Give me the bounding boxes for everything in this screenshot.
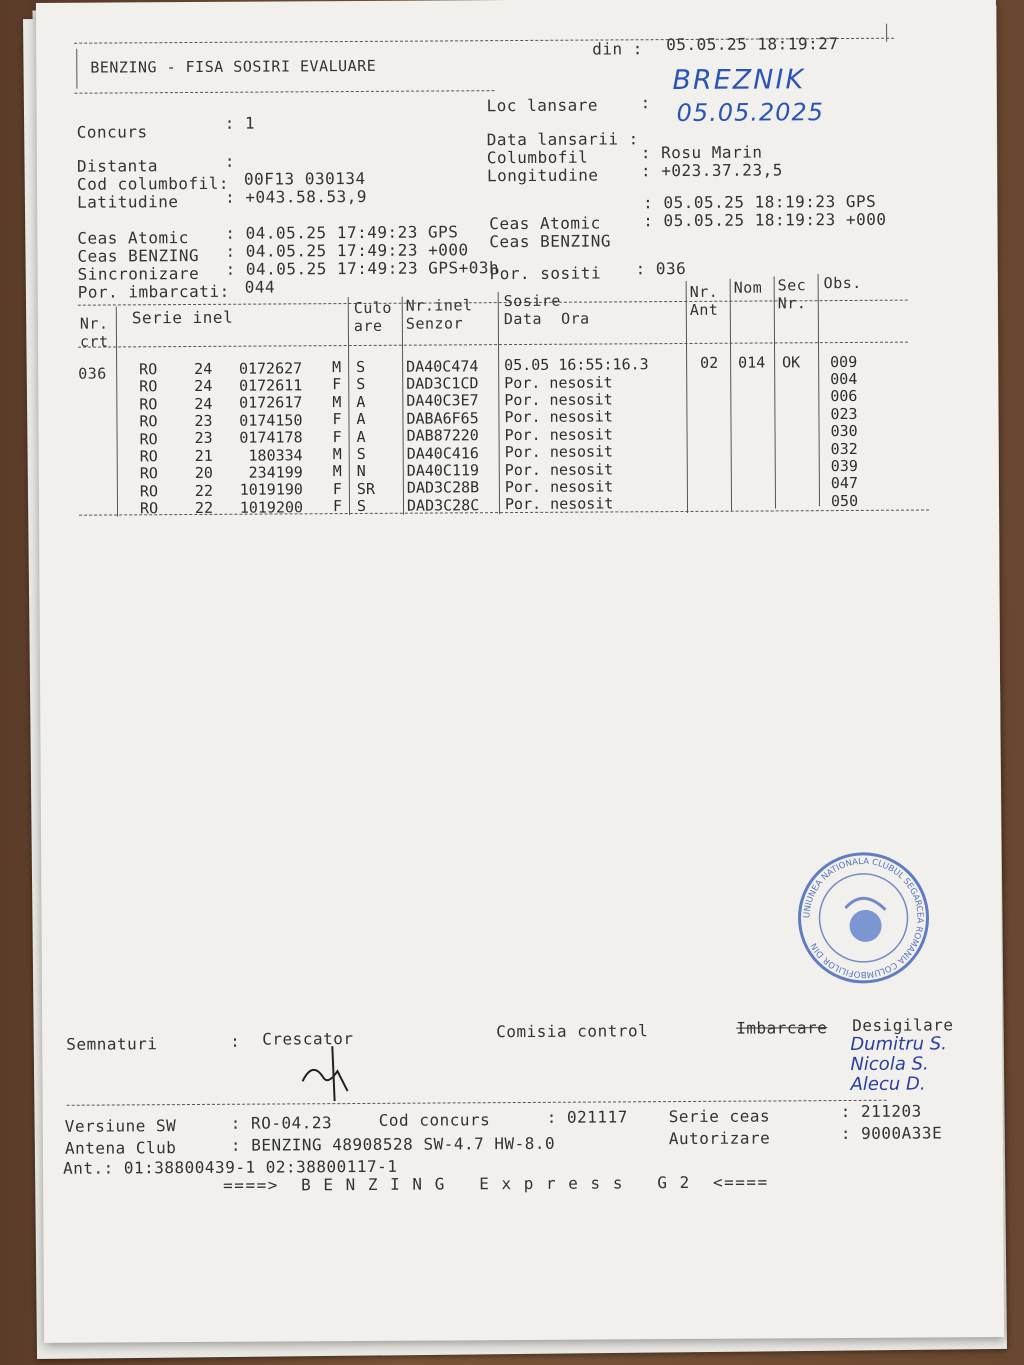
ceas-atomic-right-value: : 05.05.25 18:19:23 GPS — [643, 191, 877, 213]
table-header-rule — [78, 342, 908, 348]
cell-an: 24 — [194, 359, 213, 378]
sincronizare-label: Sincronizare — [77, 263, 200, 284]
cell-obs: 050 — [830, 491, 859, 510]
header-right-rule — [886, 24, 887, 42]
cell-sosire: Por. nesosit — [504, 442, 614, 462]
cell-cul: A — [356, 427, 366, 446]
cell-cul: S — [356, 357, 366, 376]
cell-cul: S — [356, 444, 366, 463]
handwritten-location: BREZNIK — [672, 64, 806, 97]
cell-obs: 032 — [830, 439, 858, 458]
loc-lansare-sep: : — [640, 93, 651, 113]
cell-sex: M — [332, 445, 342, 464]
cell-nr: 0174178 — [239, 428, 303, 447]
serie-ceas-label: Serie ceas — [668, 1106, 771, 1127]
semnaturi-label: Semnaturi — [66, 1034, 158, 1054]
cell-cul: A — [356, 410, 366, 429]
cell-nr: 180334 — [248, 445, 303, 465]
header-bottom-rule — [74, 90, 494, 94]
cell-nr: 1019200 — [239, 498, 304, 517]
ceas-benzing-left-value: : 04.05.25 17:49:23 +000 — [225, 240, 469, 261]
versiune-value: : RO-04.23 — [230, 1113, 333, 1133]
ceas-atomic-right-label: Ceas Atomic — [489, 213, 601, 234]
signature-line-1: Dumitru S. — [850, 1033, 947, 1055]
cell-senzor: DA40C416 — [406, 443, 479, 463]
cell-sosire: Por. nesosit — [504, 407, 613, 427]
cell-senzor: DA40C474 — [406, 356, 479, 376]
signature-line-3: Alecu D. — [850, 1073, 926, 1095]
cell-sex: M — [332, 392, 342, 411]
cell-sex: F — [332, 375, 342, 394]
serie-ceas-value: : 211203 — [840, 1101, 922, 1122]
ceas-benzing-right-value: : 05.05.25 18:19:23 +000 — [643, 209, 887, 231]
cell-obs: 023 — [830, 404, 858, 423]
cell-an: 23 — [194, 429, 213, 448]
header-nom: Nom — [733, 278, 763, 297]
cell-obs: 030 — [830, 422, 858, 441]
cell-obs: 006 — [830, 387, 858, 406]
cell-tara: RO — [139, 464, 158, 483]
columbofil-label: Columbofil — [486, 147, 589, 168]
loc-lansare-label: Loc lansare — [486, 95, 599, 116]
concurs-label: Concurs — [76, 122, 148, 142]
antenna-line: Ant.: 01:38800439-1 02:38800117-1 — [62, 1156, 398, 1178]
por-imbarcati-label: Por. imbarcati: — [77, 281, 230, 302]
antena-label: Antena Club — [64, 1138, 177, 1158]
cell-cul: S — [356, 497, 367, 516]
date-label: din : — [592, 39, 643, 59]
footer-rule — [67, 1100, 887, 1106]
cell-tara: RO — [139, 412, 158, 431]
por-sositi-value: : 036 — [635, 258, 687, 279]
cod-columbofil-value: 00F13 030134 — [243, 168, 366, 189]
latitudine-label: Latitudine — [77, 192, 179, 212]
header-nr-crt: Nr. crt — [79, 314, 109, 351]
cell-sosire: 05.05 16:55:16.3 — [504, 355, 649, 375]
cell-ant: 02 — [700, 353, 719, 373]
cod-columbofil-label: Cod columbofil: — [76, 173, 230, 194]
cell-senzor: DA40C3E7 — [406, 391, 479, 411]
ceas-benzing-right-label: Ceas BENZING — [489, 231, 612, 252]
cell-cul: S — [356, 375, 366, 394]
versiune-label: Versiune SW — [64, 1116, 177, 1136]
cell-senzor: DABA6F65 — [406, 409, 479, 428]
evaluation-sheet — [36, 0, 1004, 1343]
antena-value: : BENZING 48908528 SW-4.7 HW-8.0 — [230, 1133, 556, 1155]
cell-an: 24 — [194, 394, 213, 413]
sheet-title: BENZING - FISA SOSIRI EVALUARE — [90, 56, 377, 77]
columbofil-value: : Rosu Marin — [640, 142, 763, 163]
cell-nr: 0172611 — [238, 376, 303, 395]
cell-sosire: Por. nesosit — [504, 477, 614, 497]
distanta-value: : — [224, 151, 236, 171]
cell-senzor: DAB87220 — [406, 426, 479, 445]
cell-sex: F — [332, 410, 342, 429]
cell-an: 21 — [194, 446, 213, 465]
cell-senzor: DA40C119 — [406, 461, 480, 480]
cell-tara: RO — [139, 395, 158, 414]
cell-sex: F — [332, 427, 342, 446]
header-culoare: Culo are — [353, 298, 392, 336]
cell-sex: M — [332, 358, 342, 377]
ceas-benzing-left-label: Ceas BENZING — [77, 245, 200, 266]
handwritten-date: 05.05.2025 — [676, 98, 825, 128]
cell-sex: F — [332, 497, 343, 516]
cell-obs: 004 — [830, 369, 858, 389]
longitudine-label: Longitudine — [486, 165, 599, 186]
cell-tara: RO — [139, 482, 159, 501]
cell-an: 22 — [194, 481, 214, 500]
ceas-atomic-left-value: : 04.05.25 17:49:23 GPS — [225, 222, 459, 243]
cell-sosire: Por. nesosit — [504, 425, 613, 444]
comisia-label: Comisia control — [496, 1021, 649, 1042]
header-left-rule — [76, 49, 77, 89]
header-sosire: Sosire Data Ora — [503, 291, 590, 329]
cell-nr: 0174150 — [239, 411, 303, 430]
cell-cul: A — [356, 392, 366, 411]
cell-sosire: Por. nesosit — [504, 494, 614, 514]
stamp-text: UNIUNEA NATIONALA CLUBUL SEGARCEA ROMANIA COLUMBOFILILOR DIN — [802, 856, 925, 979]
cod-concurs-label: Cod concurs — [378, 1110, 491, 1130]
cell-an: 24 — [194, 376, 213, 396]
cell-obs: 047 — [830, 474, 859, 493]
sincronizare-value: : 04.05.25 17:49:23 GPS+03h — [225, 258, 500, 279]
semnaturi-sep: : — [230, 1031, 241, 1051]
header-nr-inel-senzor: Nr.inel Senzor — [405, 296, 473, 333]
nr-crt-value: 036 — [78, 364, 107, 383]
ceas-atomic-left-label: Ceas Atomic — [77, 228, 189, 248]
por-imbarcati-value: 044 — [244, 277, 276, 297]
signature-line-2: Nicola S. — [850, 1053, 929, 1075]
cell-cul: N — [356, 462, 366, 481]
cell-an: 22 — [194, 498, 214, 517]
latitudine-value: : +043.58.53,9 — [225, 186, 368, 207]
distanta-label: Distanta — [76, 156, 159, 176]
cell-sex: M — [332, 462, 342, 481]
cell-sec: OK — [782, 353, 801, 372]
autorizare-value: : 9000A33E — [840, 1123, 943, 1144]
cell-an: 23 — [194, 411, 213, 430]
benzing-brand-line: ====> B E N Z I N G E x p r e s s G 2 <==== — [223, 1172, 769, 1195]
por-sositi-label: Por. sositi — [489, 263, 602, 284]
autorizare-label: Autorizare — [668, 1128, 771, 1149]
crescator-label: Crescator — [262, 1029, 354, 1049]
header-obs: Obs. — [823, 273, 862, 293]
longitudine-value: : +023.37.23,5 — [640, 160, 783, 181]
cell-senzor: DAD3C1CD — [406, 374, 479, 393]
cell-obs: 009 — [830, 352, 858, 371]
imbarcare-label: Imbarcare — [736, 1018, 828, 1038]
cell-tara: RO — [139, 447, 158, 466]
club-stamp — [793, 847, 934, 988]
cell-tara: RO — [139, 429, 158, 448]
cell-nr: 0172627 — [238, 358, 303, 378]
header-sec-nr: Sec Nr. — [777, 276, 807, 313]
cell-tara: RO — [139, 377, 158, 396]
desigilare-label: Desigilare — [852, 1015, 954, 1035]
header-serie-inel: Serie inel — [131, 307, 234, 328]
concurs-value: : 1 — [224, 113, 256, 133]
cell-nom: 014 — [738, 353, 766, 372]
cell-nr: 1019190 — [239, 480, 303, 500]
cell-tara: RO — [139, 499, 159, 518]
cell-nr: 234199 — [248, 463, 303, 482]
cell-an: 20 — [194, 463, 213, 483]
cell-tara: RO — [139, 360, 158, 379]
cell-senzor: DAD3C28B — [406, 478, 480, 498]
data-lansarii-label: Data lansarii : — [486, 129, 639, 150]
cell-sex: F — [332, 479, 342, 498]
date-value: 05.05.25 18:19:27 — [666, 34, 839, 55]
cell-cul: SR — [356, 479, 376, 498]
crescator-signature — [292, 1041, 372, 1101]
cell-sosire: Por. nesosit — [504, 459, 614, 479]
cell-sosire: Por. nesosit — [504, 372, 613, 392]
cell-obs: 039 — [830, 456, 858, 476]
header-nr-ant: Nr. Ant — [689, 282, 719, 319]
cell-nr: 0172617 — [239, 393, 303, 413]
cod-concurs-value: : 021117 — [546, 1107, 628, 1127]
cell-sosire: Por. nesosit — [504, 390, 613, 410]
cell-senzor: DAD3C28C — [406, 496, 480, 515]
